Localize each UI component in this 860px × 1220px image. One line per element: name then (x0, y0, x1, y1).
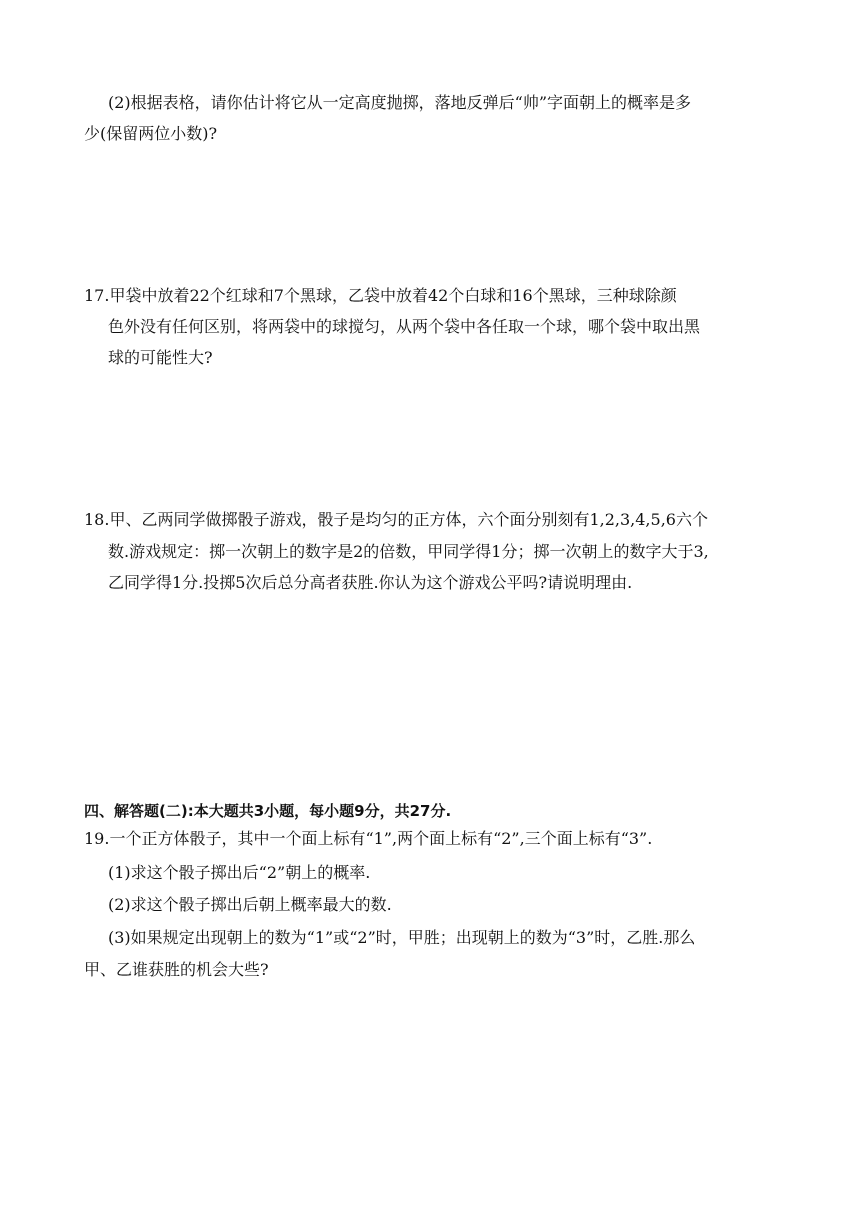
q17-line3: 球的可能性大? (108, 348, 213, 367)
q19-part1: (1)求这个骰子掷出后“2”朝上的概率. (108, 863, 371, 882)
q17-line2: 色外没有任何区别，将两袋中的球搅匀，从两个袋中各任取一个球，哪个袋中取出黑 (108, 317, 701, 336)
q16-part2-line2: 少(保留两位小数)? (84, 124, 218, 143)
section-heading: 四、解答题(二):本大题共3小题，每小题9分，共27分. (84, 802, 452, 820)
q19-part2: (2)求这个骰子掷出后朝上概率最大的数. (108, 895, 392, 914)
q19-stem: 19.一个正方体骰子，其中一个面上标有“1”,两个面上标有“2”,三个面上标有“3”. (84, 829, 653, 848)
q18-line3: 乙同学得1分.投掷5次后总分高者获胜.你认为这个游戏公平吗?请说明理由. (108, 573, 633, 592)
q16-part2-line1: (2)根据表格，请你估计将它从一定高度抛掷，落地反弹后“帅”字面朝上的概率是多 (108, 93, 692, 112)
q18-line2: 数.游戏规定：掷一次朝上的数字是2的倍数，甲同学得1分；掷一次朝上的数字大于3, (108, 542, 709, 561)
q19-part3-line1: (3)如果规定出现朝上的数为“1”或“2”时，甲胜；出现朝上的数为“3”时，乙胜.那么 (108, 928, 696, 947)
q18-line1: 18.甲、乙两同学做掷骰子游戏，骰子是均匀的正方体，六个面分别刻有1,2,3,4,5,6六个 (84, 510, 708, 529)
q17-line1: 17.甲袋中放着22个红球和7个黑球，乙袋中放着42个白球和16个黑球，三种球除颜 (84, 286, 677, 305)
q19-part3-line2: 甲、乙谁获胜的机会大些? (84, 960, 269, 979)
